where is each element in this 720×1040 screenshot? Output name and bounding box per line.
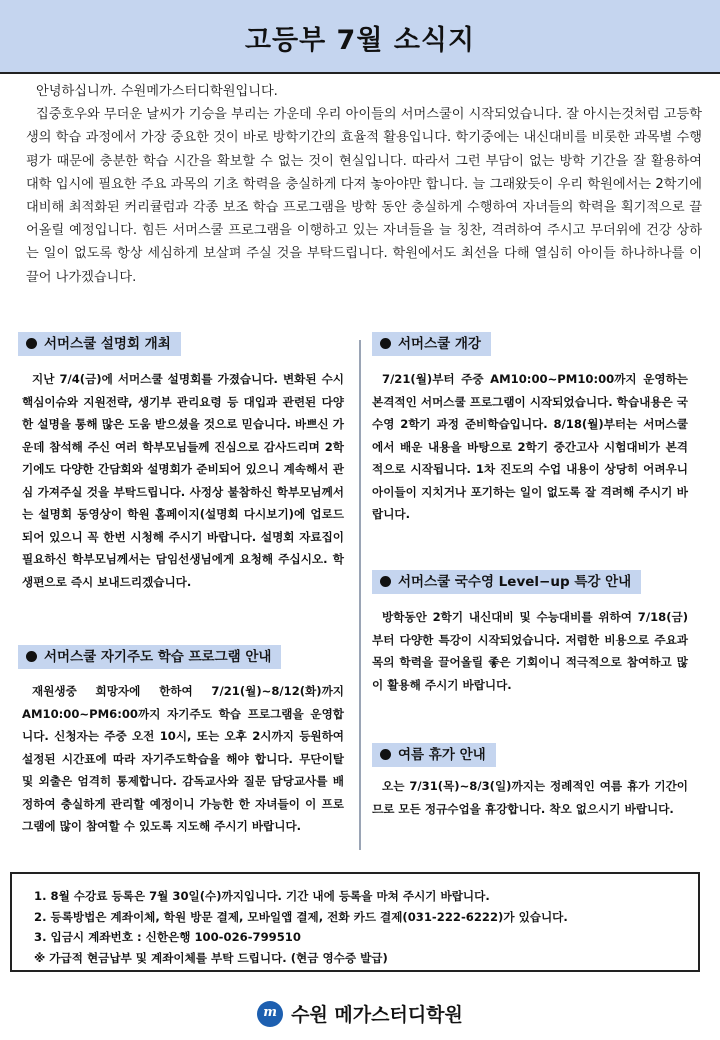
section-body-briefing — [22, 368, 344, 593]
section-text: 오는 7/31(목)~8/3(일)까지는 정례적인 여름 휴가 기간이므로 모든 정규수업을 휴강합니다. 착오 없으시기 바랍니다. — [372, 779, 688, 816]
notice-line-4: ※ 가급적 현금납부 및 계좌이체를 부탁 드립니다. (현금 영수증 발급) — [34, 950, 388, 965]
column-divider — [359, 340, 361, 850]
tuition-notice-box — [10, 872, 700, 972]
section-heading-vacation — [372, 743, 496, 767]
page-title: 고등부 7월 소식지 — [244, 25, 476, 56]
megastudy-logo-icon: m — [257, 1001, 283, 1027]
section-title: 서머스쿨 국수영 Level−up 특강 안내 — [398, 574, 632, 590]
newsletter-header — [0, 0, 720, 74]
bullet-icon — [380, 576, 391, 587]
notice-line-1: 1. 8월 수강료 등록은 7월 30일(수)까지입니다. 기간 내에 등록을 마쳐 주시기 바랍니다. — [34, 889, 490, 903]
notice-line-2: 2. 등록방법은 계좌이체, 학원 방문 결제, 모바일앱 결제, 전화 카드 결제(031-222-6222)가 있습니다. — [34, 909, 568, 924]
footer — [0, 1000, 720, 1032]
bullet-icon — [26, 651, 37, 662]
section-text: 방학동안 2학기 내신대비 및 수능대비를 위하여 7/18(금)부터 다양한 특강이 시작되었습니다. 저렴한 비용으로 주요과목의 학력을 끌어올릴 좋은 기회이니 적극적으로 참여하고 많이 활용해 주시기 바랍니다. — [372, 610, 688, 692]
section-heading-self-study — [18, 645, 281, 669]
section-body-vacation — [372, 775, 688, 820]
section-text: 7/21(월)부터 주중 AM10:00~PM10:00까지 운영하는 본격적인 서머스쿨 프로그램이 시작되었습니다. 학습내용은 국수영 2학기 과정 준비학습입니다. 8/18(월)부터는 서머스쿨에서 배운 내용을 바탕으로 2학기 중간고사 시험대비가 본격적으로 시작됩니다. 1차 진도의 수업 내용이 상당히 어려우니 아이들이 지치거나 포기하는 일이 없도록 잘 격려해 주시기 바랍니다. — [372, 372, 688, 521]
bullet-icon — [26, 338, 37, 349]
section-text: 지난 7/4(금)에 서머스쿨 설명회를 가졌습니다. 변화된 수시 핵심이슈와 지원전략, 생기부 관리요령 등 대입과 관련된 다양한 설명을 통해 많은 도움 받으셨을 것으로 믿습니다. 바쁘신 가운데 참석해 주신 여러 학부모님들께 진심으로 감사드리며 2학기에도 다양한 간담회와 설명회가 준비되어 있으니 계속해서 관심 가져주실 것을 부탁드립니다. 사정상 불참하신 학부모님께서는 설명회 동영상이 학원 홈페이지(설명회 다시보기)에 업로드 되어 있으니 꼭 한번 시청해 주시기 바랍니다. 설명회 자료집이 필요하신 학부모님께서는 담임선생님에게 요청해 주십시오. 학생편으로 즉시 보내드리겠습니다. — [22, 372, 344, 589]
section-title: 여름 휴가 안내 — [398, 747, 486, 763]
section-title: 서머스쿨 자기주도 학습 프로그램 안내 — [44, 649, 272, 665]
bullet-icon — [380, 338, 391, 349]
section-text: 재원생중 희망자에 한하여 7/21(월)~8/12(화)까지 AM10:00~PM6:00까지 자기주도 학습 프로그램을 운영합니다. 신청자는 주중 오전 10시, 또는 오후 2시까지 등원하여 설정된 시간표에 따라 자기주도학습을 해야 합니다. 무단이탈 및 외출은 엄격히 통제합니다. 감독교사와 질문 담당교사를 배정하여 충실하게 관리할 예정이니 가능한 한 자녀들이 이 프로그램에 많이 참여할 수 있도록 지도해 주시기 바랍니다. — [22, 684, 344, 833]
section-body-level-up — [372, 606, 688, 696]
intro-letter — [26, 80, 702, 289]
intro-greeting: 안녕하십니까. 수원메가스터디학원입니다. — [36, 84, 278, 99]
section-heading-level-up — [372, 570, 641, 594]
section-heading-briefing — [18, 332, 181, 356]
intro-body: 집중호우와 무더운 날씨가 기승을 부리는 가운데 우리 아이들의 서머스쿨이 시작되었습니다. 잘 아시는것처럼 고등학생의 학습 과정에서 가장 중요한 것이 바로 방학기간의 효율적 활용입니다. 학기중에는 내신대비를 비롯한 과목별 수행평가 때문에 충분한 학습 시간을 확보할 수 없는 것이 현실입니다. 따라서 그런 부담이 없는 방학 기간을 잘 활용하여 대학 입시에 필요한 주요 과목의 기초 학력을 충실하게 다져 놓아야만 합니다. 늘 그래왔듯이 우리 학원에서는 2학기에 대비해 최적화된 커리큘럼과 각종 보조 학습 프로그램을 방학 동안 충실하게 수행하여 자녀들의 학력을 획기적으로 끌어올릴 예정입니다. 힘든 서머스쿨 프로그램을 이행하고 있는 자녀들을 늘 칭찬, 격려하여 주시고 무더위에 건강 상하는 일이 없도록 항상 세심하게 보살펴 주실 것을 부탁드립니다. 학원에서도 최선을 다해 열심히 아이들 하나하나를 이끌어 나가겠습니다. — [26, 107, 702, 285]
notice-line-3: 3. 입금시 계좌번호 : 신한은행 100-026-799510 — [34, 930, 301, 944]
section-title: 서머스쿨 개강 — [398, 336, 481, 352]
section-body-opening — [372, 368, 688, 526]
academy-name: 수원 메가스터디학원 — [291, 1004, 463, 1026]
section-body-self-study — [22, 680, 344, 838]
section-heading-opening — [372, 332, 491, 356]
section-title: 서머스쿨 설명회 개최 — [44, 336, 171, 352]
bullet-icon — [380, 749, 391, 760]
